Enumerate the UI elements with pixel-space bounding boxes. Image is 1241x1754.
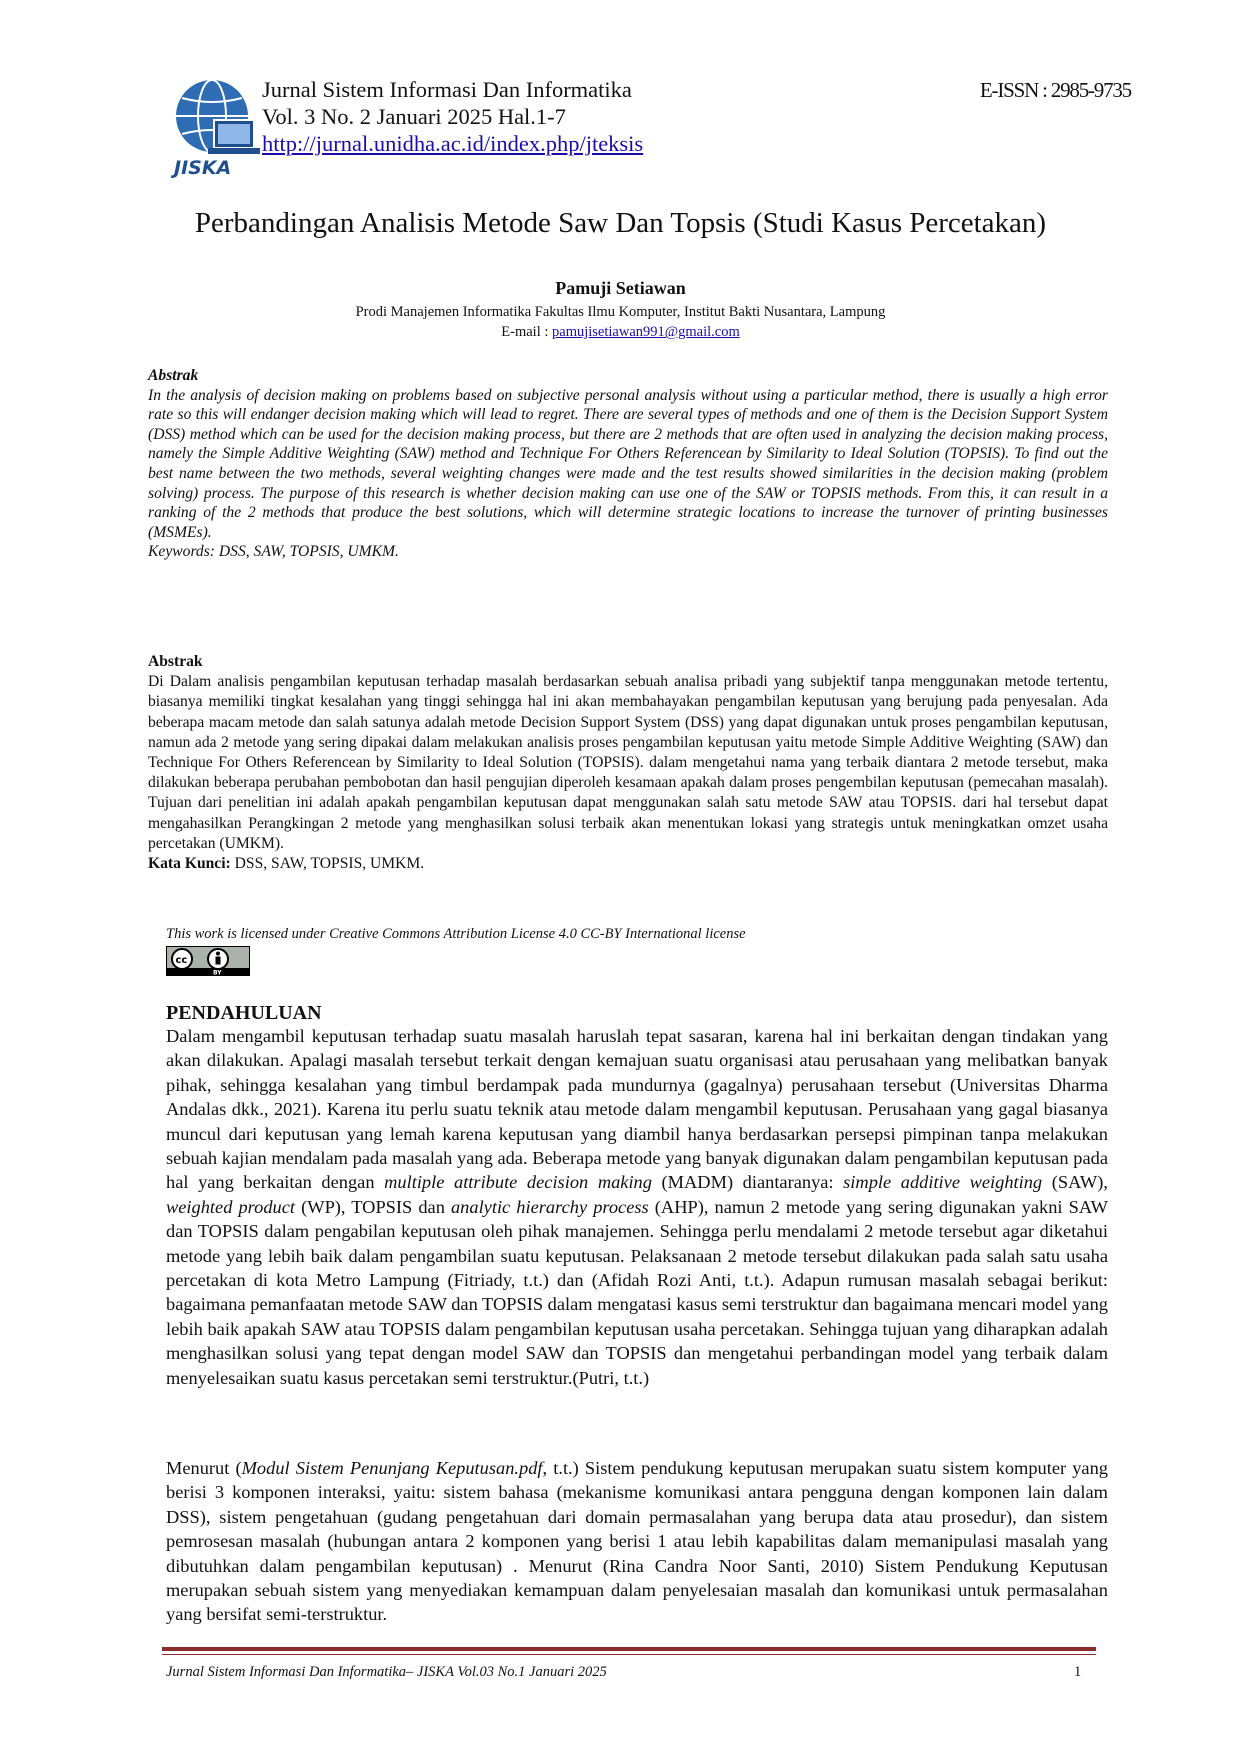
abstract-id-text: Di Dalam analisis pengambilan keputusan terhadap masalah berdasarkan sebuah analisa pribadi yang subjektif tanpa menggunakan metode tertentu, biasanya memiliki tingkat kesalahan yang tinggi sehingga hal ini akan membahayakan pengambilan keputusan yang berujung pada penyesalan. Ada beberapa macam metode dan salah satunya adalah metode Decision Support System (DSS) yang dapat digunakan untuk proses pengambilan keputusan, namun ada 2 metode yang sering dipakai dalam melakukan analisis proses pengambilan keputusan yaitu metode Simple Additive Weighting (SAW) dan Technique For Others Referencean by Similarity to Ideal Solution (TOPSIS). dalam mengetahui nama yang terbaik diantara 2 metode tersebut, maka dilakukan beberapa perubahan pembobotan dan hasil pengujian diperoleh kesamaan apakah dalam proses pengembilan keputusan (pemecahan masalah). Tujuan dari penelitian ini adalah apakah pengambilan keputusan dapat menggunakan salah satu metode SAW atau TOPSIS. dari hal tersebut dapat mengahasilkan Perangkingan 2 metode yang menghasilkan solusi terbaik akan menentukan lokasi yang strategis untuk meningkatkan omzet usaha percetakan (UMKM). — [148, 673, 1108, 852]
footer-citation: Jurnal Sistem Informasi Dan Informatika– JISKA Vol.03 No.1 Januari 2025 — [166, 1664, 607, 1680]
journal-header — [262, 76, 643, 157]
p1-text-i: (AHP), namun 2 metode yang sering digunakan yakni SAW dan TOPSIS dalam pengabilan keputusan oleh pihak manajemen. Sehingga perlu mendalami 2 metode tersebut agar diketahui metode yang lebih baik dalam pengambilan suatu keputusan. Pelaksanaan 2 metode tersebut dilakukan pada salah satu usaha percetakan di kota Metro Lampung (Fitriady, t.t.) dan (Afidah Rozi Anti, t.t.). Adapun rumusan masalah sebagai berikut: bagaimana pemanfaatan metode SAW dan TOPSIS dalam mengatasi kasus semi terstruktur dan bagaimana mencari model yang lebih baik apakah SAW atau TOPSIS dalam pengambilan keputusan usaha percetakan. Sehingga tujuan yang diharapkan adalah menghasilkan solusi yang tepat dengan model SAW dan TOPSIS dan mengetahui perbandingan model yang terbaik dalam menyelesaikan suatu kasus percetakan semi terstruktur.(Putri, t.t.) — [166, 1196, 1108, 1388]
abstract-en-heading: Abstrak — [148, 367, 199, 384]
footer-rule-thick — [162, 1647, 1096, 1651]
svg-text:JISKA: JISKA — [174, 157, 232, 178]
abstract-indonesian — [148, 652, 1108, 874]
journal-volume: Vol. 3 No. 2 Januari 2025 Hal.1-7 — [262, 104, 566, 129]
eissn: E-ISSN : 2985-9735 — [979, 78, 1131, 102]
author-affiliation-block — [110, 302, 1131, 342]
author-name: Pamuji Setiawan — [555, 278, 686, 298]
p1-term-saw: simple additive weighting — [843, 1172, 1043, 1193]
keywords-label: Kata Kunci: — [148, 855, 231, 873]
abstract-english — [148, 366, 1108, 562]
abstract-en-text: In the analysis of decision making on problems based on subjective personal analysis without using a particular method, there is usually a high error rate so this will endanger decision making which will lead to regret. There are several types of methods and one of them is the Decision Support System (DSS) method which can be used for the decision making process, but there are 2 methods that are often used in analyzing the decision making process, namely the Simple Additive Weighting (SAW) method and Technique For Others Referencean by Similarity to Ideal Solution (TOPSIS). To find out the best name between the two methods, several weighting changes were made and the test results showed similarities in the decision making (problem solving) process. The purpose of this research is whether decision making can use one of the SAW or TOPSIS methods. From this, it can result in a ranking of the 2 methods that produce the best solutions, which will determine strategic locations to increase the turnover of printing businesses (MSMEs). — [148, 386, 1108, 541]
p2-text-c: , t.t.) Sistem pendukung keputusan merupakan suatu sistem komputer yang berisi 3 komponen interaksi, yaitu: sistem bahasa (mekanisme komunikasi antara pengguna dengan komponen lain dalam DSS), sistem pengetahuan (gudang pengetahuan dari domain permasalahan yang berupa data atau prosedur), dan sistem pemrosesan masalah (hubungan antara 2 komponen yang berisi 1 atau lebih kapabilitas dalam memanipulasi masalah yang dibutuhkan dalam pengambilan keputusan) . Menurut (Rina Candra Noor Santi, 2010) Sistem Pendukung Keputusan merupakan sebuah sistem yang menyediakan kemampuan dalam penyelesaian masalah dan komunikasi untuk permasalahan yang bersifat semi-terstruktur. — [166, 1458, 1108, 1625]
jiska-logo — [168, 76, 260, 178]
email-label: E-mail : — [501, 324, 553, 340]
license-text: This work is licensed under Creative Commons Attribution License 4.0 CC-BY International license — [166, 926, 746, 942]
svg-text:BY: BY — [213, 969, 222, 976]
page-number: 1 — [1074, 1664, 1082, 1680]
p2-text-a: Menurut ( — [166, 1458, 242, 1478]
intro-paragraph-2 — [166, 1456, 1108, 1627]
abstract-id-keywords — [148, 854, 1108, 874]
p1-term-madm: multiple attribute decision making — [384, 1172, 652, 1193]
svg-text:cc: cc — [175, 955, 188, 966]
keywords-value: DSS, SAW, TOPSIS, UMKM. — [230, 855, 425, 873]
footer-rule-thin — [162, 1654, 1096, 1655]
p2-cited-title: Modul Sistem Penunjang Keputusan.pdf — [241, 1458, 543, 1478]
email-link[interactable]: pamujisetiawan991@gmail.com — [552, 324, 740, 340]
p1-term-ahp: analytic hierarchy process — [450, 1196, 649, 1217]
email-line — [110, 322, 1131, 342]
cc-by-license-badge[interactable] — [166, 946, 250, 976]
paper-title: Perbandingan Analisis Metode Saw Dan Topsis (Studi Kasus Percetakan) — [194, 207, 1047, 239]
p1-term-wp: weighted product — [166, 1196, 296, 1217]
abstract-id-heading: Abstrak — [148, 653, 203, 670]
journal-name: Jurnal Sistem Informasi Dan Informatika — [262, 77, 632, 102]
abstract-en-keywords: Keywords: DSS, SAW, TOPSIS, UMKM. — [148, 543, 399, 561]
intro-paragraph-1 — [166, 1024, 1108, 1390]
p1-text-a: Dalam mengambil keputusan terhadap suatu masalah haruslah tepat sasaran, karena hal ini berkaitan dengan tindakan yang akan dilakukan. Apalagi masalah tersebut terkait dengan kemajuan suatu organisasi atau perusahaan yang melibatkan banyak pihak, sehingga kesalahan yang timbul berdampak pada mundurnya (gagalnya) perusahaan tersebut (Universitas Dharma Andalas dkk., 2021). Karena itu perlu suatu teknik atau metode dalam mengambil keputusan. Perusahaan yang gagal biasanya muncul dari keputusan yang lemah karena keputusan yang diambil hanya berdasarkan persepsi pimpinan tanpa melakukan sebuah kajian mendalam pada masalah yang ada. Beberapa metode yang banyak digunakan dalam pengambilan keputusan pada hal yang berkaitan dengan — [166, 1026, 1108, 1193]
section-heading-pendahuluan: PENDAHULUAN — [166, 1002, 322, 1024]
journal-url-link[interactable]: http://jurnal.unidha.ac.id/index.php/jteksis — [262, 131, 644, 156]
p1-text-g: (WP), TOPSIS dan — [295, 1196, 451, 1217]
p1-text-e: (SAW), — [1042, 1172, 1108, 1193]
p1-text-c: (MADM) diantaranya: — [651, 1172, 844, 1193]
affiliation: Prodi Manajemen Informatika Fakultas Ilmu Komputer, Institut Bakti Nusantara, Lampung — [355, 304, 886, 320]
